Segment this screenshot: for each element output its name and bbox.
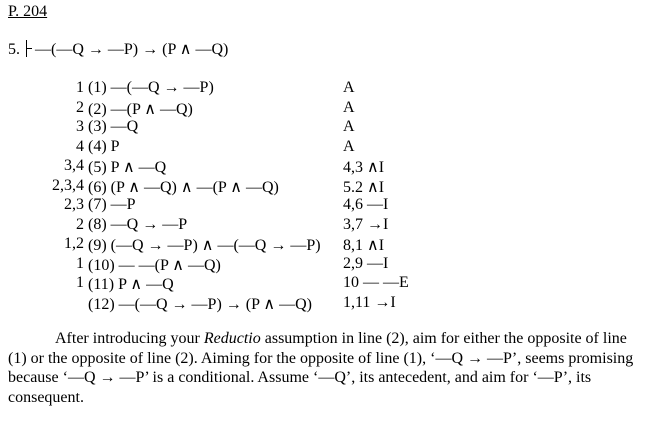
proof-line: (1) —(—Q → —P)	[88, 79, 214, 96]
proof-assumptions: 1,2	[64, 235, 84, 252]
explanation-paragraph	[8, 329, 638, 407]
proof-rule: 5.2 ∧I	[343, 178, 385, 196]
emphasis: Reductio	[203, 330, 261, 347]
proof-assumptions: 1	[76, 274, 84, 291]
text: After introducing your	[55, 330, 204, 347]
proof-assumptions: 1	[76, 254, 84, 272]
proof-rule: 1,11 →I	[343, 293, 396, 311]
proof-line: (12) —(—Q → —P) → (P ∧ —Q)	[88, 295, 312, 313]
turnstile-icon	[26, 40, 27, 57]
proof-assumptions: 3,4	[64, 157, 84, 174]
proof-assumptions: 1	[76, 79, 84, 96]
proof-rule: A	[343, 137, 355, 155]
proof-line: (5) P ∧ —Q	[88, 159, 167, 176]
proof-assumptions: 3	[76, 118, 84, 135]
proof-line: (7) —P	[88, 196, 136, 213]
proof-line: (9) (—Q → —P) ∧ —(—Q → —P)	[88, 237, 321, 254]
theorem-number: 5.	[8, 41, 20, 58]
proof-assumptions: 2	[76, 98, 84, 116]
proof-line: (11) P ∧ —Q	[88, 276, 174, 293]
proof-rule: A	[343, 98, 355, 116]
proof-line: (6) (P ∧ —Q) ∧ —(P ∧ —Q)	[88, 178, 279, 196]
theorem	[8, 39, 228, 59]
proof-rule: 10 — —E	[343, 274, 409, 291]
page-label: P. 204	[8, 3, 48, 20]
proof-assumptions: 4	[76, 137, 84, 155]
proof-line: (3) —Q	[88, 118, 139, 135]
proof-rule: 4,3 ∧I	[343, 159, 385, 176]
proof-assumptions: 2,3	[64, 196, 84, 213]
proof-rule: A	[343, 79, 355, 96]
proof-line: (8) —Q → —P	[88, 215, 188, 233]
proof-assumptions: 2,3,4	[52, 176, 84, 194]
proof-rule: 4,6 —I	[343, 196, 389, 213]
proof-line: (10) — —(P ∧ —Q)	[88, 256, 221, 274]
proof-rule: 8,1 ∧I	[343, 237, 385, 254]
text: assumption in line (2), aim for either the opposite of line (1) or the opposite of line (2). Aiming for the opposite of line (1), ‘—Q → —P’, seems promising because ‘—Q → —P’ is a conditional. Assume ‘—Q’, its antecedent, and aim for ‘—P’, its consequent.	[8, 330, 634, 406]
theorem-formula: —(—Q → —P) → (P ∧ —Q)	[35, 41, 229, 58]
proof-line: (4) P	[88, 137, 120, 155]
proof-line: (2) —(P ∧ —Q)	[88, 100, 193, 118]
proof-rule: 3,7 →I	[343, 215, 389, 233]
proof-rule: 2,9 —I	[343, 254, 389, 272]
proof-assumptions: 2	[76, 215, 84, 233]
proof-rule: A	[343, 118, 355, 135]
